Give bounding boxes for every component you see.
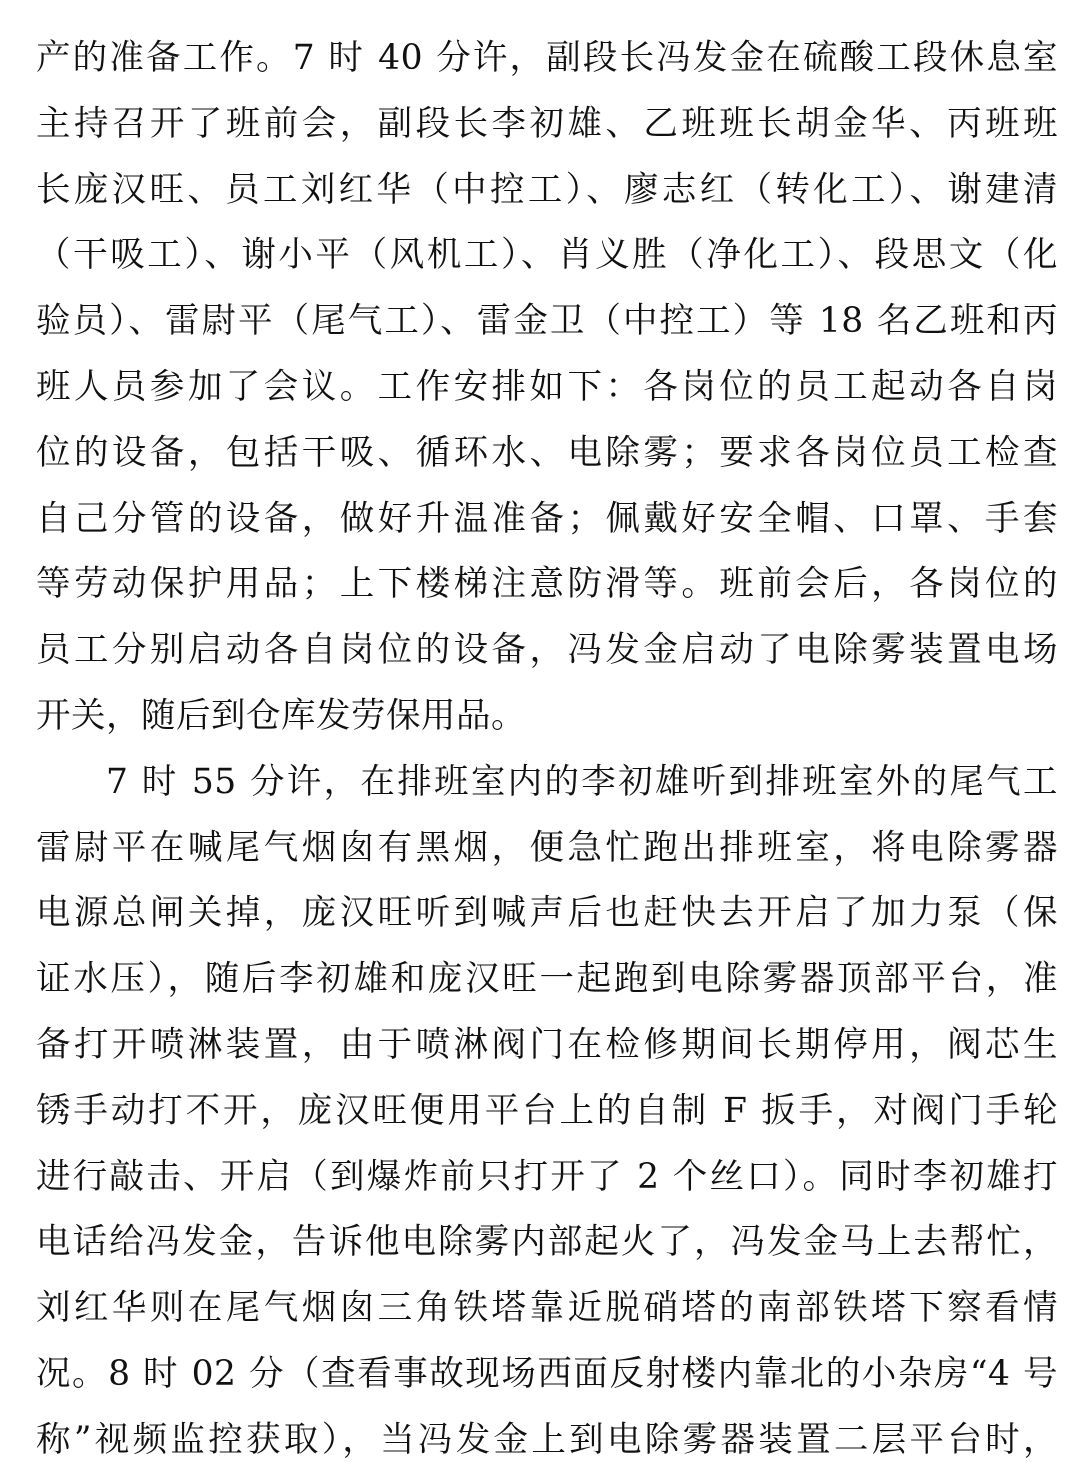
text-line: 况。8 时 02 分（查看事故现场西面反射楼内靠北的小杂房“4 号 — [36, 1353, 1058, 1394]
text-line: 锈手动打不开，庞汉旺便用平台上的自制 F 扳手，对阀门手轮 — [36, 1090, 1058, 1131]
text-line: 备打开喷淋装置，由于喷淋阀门在检修期间长期停用，阀芯生 — [36, 1024, 1058, 1065]
text-line: 班人员参加了会议。工作安排如下：各岗位的员工起动各自岗 — [36, 366, 1058, 407]
text-line: 刘红华则在尾气烟囱三角铁塔靠近脱硝塔的南部铁塔下察看情 — [36, 1288, 1058, 1329]
text-line: 电源总闸关掉，庞汉旺听到喊声后也赶快去开启了加力泵（保 — [36, 893, 1058, 934]
paragraph-1 — [36, 26, 1058, 750]
text-line: 称”视频监控获取），当冯发金上到电除雾器装置二层平台时， — [36, 1419, 1058, 1460]
text-line: 7 时 55 分许，在排班室内的李初雄听到排班室外的尾气工 — [106, 761, 1058, 802]
text-line: 员工分别启动各自岗位的设备，冯发金启动了电除雾装置电场 — [36, 630, 1058, 671]
text-line: 开关，随后到仓库发劳保用品。 — [36, 695, 526, 736]
text-line: 验员）、雷尉平（尾气工）、雷金卫（中控工）等 18 名乙班和丙 — [36, 301, 1058, 342]
text-line: 进行敲击、开启（到爆炸前只打开了 2 个丝口）。同时李初雄打 — [36, 1156, 1058, 1197]
paragraph-2 — [36, 750, 1058, 1474]
text-line: 位的设备，包括干吸、循环水、电除雾；要求各岗位员工检查 — [36, 432, 1058, 473]
text-line: 雷尉平在喊尾气烟囱有黑烟，便急忙跑出排班室，将电除雾器 — [36, 827, 1058, 868]
text-line: 电话给冯发金，告诉他电除雾内部起火了，冯发金马上去帮忙， — [36, 1222, 1058, 1263]
text-line: 自己分管的设备，做好升温准备；佩戴好安全帽、口罩、手套 — [36, 498, 1058, 539]
text-line: 证水压），随后李初雄和庞汉旺一起跑到电除雾器顶部平台，准 — [36, 959, 1058, 1000]
text-line: 主持召开了班前会，副段长李初雄、乙班班长胡金华、丙班班 — [36, 103, 1058, 144]
text-line: 长庞汉旺、员工刘红华（中控工）、廖志红（转化工）、谢建清 — [36, 169, 1058, 210]
text-line: （干吸工）、谢小平（风机工）、肖义胜（净化工）、段思文（化 — [36, 235, 1058, 276]
text-line: 等劳动保护用品；上下楼梯注意防滑等。班前会后，各岗位的 — [36, 564, 1058, 605]
text-line: 产的准备工作。7 时 40 分许，副段长冯发金在硫酸工段休息室 — [36, 38, 1058, 78]
